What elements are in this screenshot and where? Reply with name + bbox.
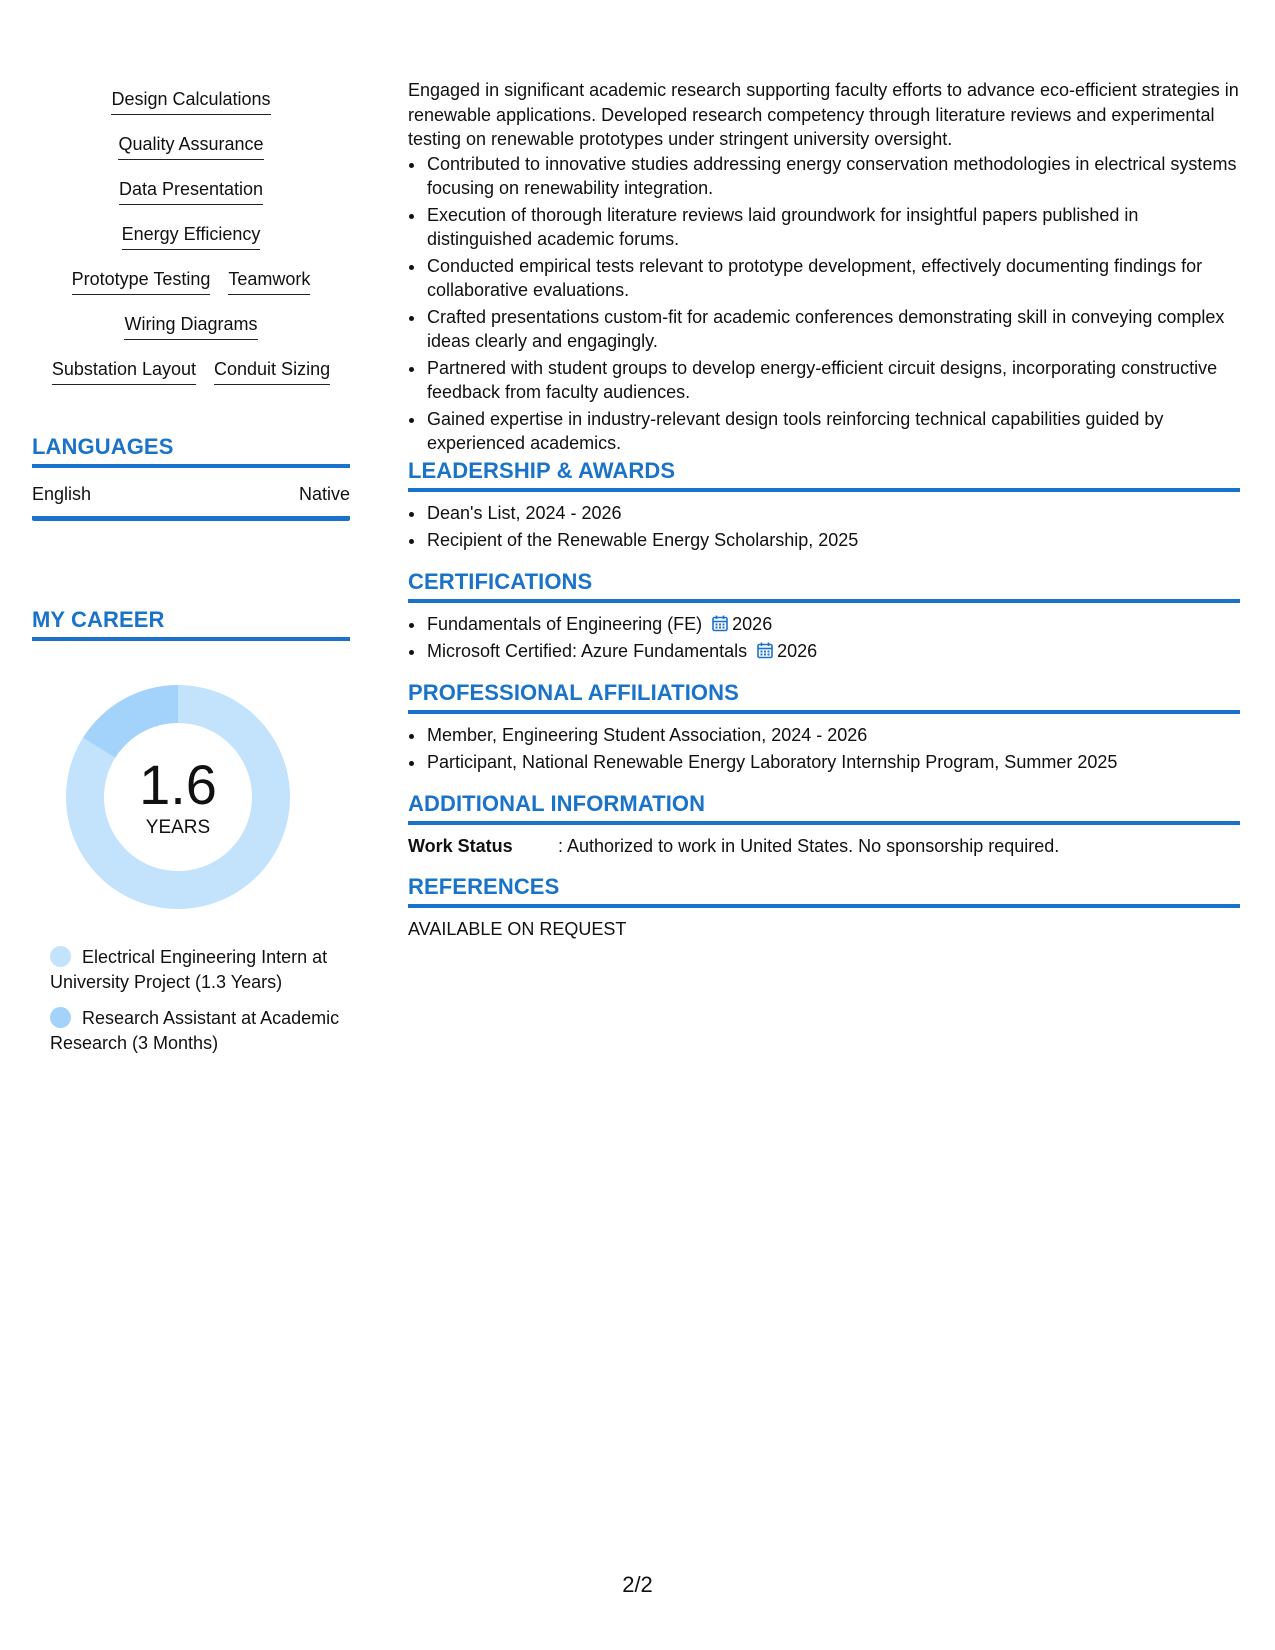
list-item: • Recipient of the Renewable Energy Scholarship, 2025 bbox=[426, 528, 1240, 553]
skill-row bbox=[32, 221, 350, 266]
legend-label: Electrical Engineering Intern at University Project (1.3 Years) bbox=[50, 947, 328, 992]
certifications-section bbox=[408, 569, 1240, 665]
affiliations-list bbox=[408, 723, 1240, 774]
career-heading: MY CAREER bbox=[32, 607, 350, 641]
skill-tag: Design Calculations bbox=[111, 86, 270, 115]
career-total-value: 1.6 bbox=[139, 753, 217, 816]
certification-year: 2026 bbox=[777, 640, 818, 661]
page-number: 2/2 bbox=[622, 1572, 653, 1597]
language-name: English bbox=[32, 484, 92, 504]
legend-dot bbox=[50, 946, 71, 967]
career-legend bbox=[50, 945, 340, 1067]
legend-item bbox=[50, 1006, 340, 1056]
skill-tag: Substation Layout bbox=[52, 356, 196, 385]
skill-tag: Conduit Sizing bbox=[214, 356, 330, 385]
skill-row bbox=[32, 311, 350, 356]
additional-heading: ADDITIONAL INFORMATION bbox=[408, 791, 1240, 825]
list-item: • Member, Engineering Student Association, 2024 - 2026 bbox=[426, 723, 1240, 748]
skill-tag: Data Presentation bbox=[119, 176, 263, 205]
list-item: • Crafted presentations custom-fit for academic conferences demonstrating skill in conveying complex ideas clearly and engagingly. bbox=[426, 305, 1240, 354]
career-total-unit: YEARS bbox=[145, 817, 211, 838]
leadership-heading: LEADERSHIP & AWARDS bbox=[408, 458, 1240, 492]
references-text: AVAILABLE ON REQUEST bbox=[408, 919, 627, 939]
skill-row bbox=[32, 86, 350, 131]
references-section bbox=[408, 874, 1240, 941]
legend-dot bbox=[50, 1007, 71, 1028]
career-donut-chart bbox=[66, 685, 290, 909]
list-item: • Participant, National Renewable Energy Laboratory Internship Program, Summer 2025 bbox=[426, 750, 1240, 775]
legend-label: Research Assistant at Academic Research (3 Months) bbox=[50, 1008, 340, 1053]
certifications-list bbox=[408, 612, 1240, 663]
affiliations-heading: PROFESSIONAL AFFILIATIONS bbox=[408, 680, 1240, 714]
list-item: • Contributed to innovative studies addressing energy conservation methodologies in electrical systems focusing on renewability integration. bbox=[426, 152, 1240, 201]
certification-name: Fundamentals of Engineering (FE) bbox=[427, 614, 703, 634]
certification-year: 2026 bbox=[732, 614, 773, 634]
skill-tag: Energy Efficiency bbox=[122, 221, 261, 250]
career-section bbox=[32, 607, 350, 1053]
donut-center bbox=[66, 685, 290, 909]
certification-name: Microsoft Certified: Azure Fundamentals bbox=[427, 640, 748, 661]
language-row bbox=[32, 482, 350, 521]
language-level: Native bbox=[298, 484, 350, 504]
list-item: • Dean's List, 2024 - 2026 bbox=[426, 501, 1240, 526]
leadership-list bbox=[408, 501, 1240, 552]
list-item: • Conducted empirical tests relevant to prototype development, effectively documenting findings for collaborative evaluations. bbox=[426, 254, 1240, 303]
skill-row bbox=[32, 131, 350, 176]
list-item: • Partnered with student groups to develop energy-efficient circuit designs, incorporating constructive feedback from faculty audiences. bbox=[426, 356, 1240, 405]
skill-row bbox=[32, 176, 350, 221]
skill-tag: Teamwork bbox=[228, 266, 310, 295]
work-status-label: Work Status bbox=[408, 836, 513, 856]
skill-row bbox=[32, 356, 350, 401]
list-item: • Gained expertise in industry-relevant design tools reinforcing technical capabilities guided by experienced academics. bbox=[426, 407, 1240, 456]
work-status-row bbox=[408, 834, 1240, 858]
certifications-heading: CERTIFICATIONS bbox=[408, 569, 1240, 603]
list-item bbox=[426, 612, 1240, 637]
languages-heading: LANGUAGES bbox=[32, 434, 350, 468]
skill-row bbox=[32, 266, 350, 311]
languages-section bbox=[32, 434, 350, 521]
skills-list bbox=[32, 86, 350, 401]
skill-tag: Prototype Testing bbox=[72, 266, 211, 295]
experience-bullets bbox=[408, 152, 1240, 456]
legend-item bbox=[50, 945, 340, 995]
experience-block bbox=[408, 78, 1240, 458]
calendar-icon bbox=[712, 615, 728, 632]
list-item: • Execution of thorough literature reviews laid groundwork for insightful papers published in distinguished academic forums. bbox=[426, 203, 1240, 252]
experience-summary: Engaged in significant academic research supporting faculty efforts to advance eco-efficient strategies in renewable applications. Developed research competency through literature reviews and experimental testing on renewable prototypes under stringent university oversight. bbox=[408, 80, 1239, 149]
references-heading: REFERENCES bbox=[408, 874, 1240, 908]
work-status-value: : Authorized to work in United States. No sponsorship required. bbox=[558, 836, 1060, 856]
leadership-section bbox=[408, 458, 1240, 554]
affiliations-section bbox=[408, 680, 1240, 776]
skill-tag: Wiring Diagrams bbox=[124, 311, 257, 340]
calendar-icon bbox=[757, 642, 773, 659]
additional-section bbox=[408, 791, 1240, 858]
skill-tag: Quality Assurance bbox=[118, 131, 263, 160]
list-item bbox=[426, 639, 1240, 664]
